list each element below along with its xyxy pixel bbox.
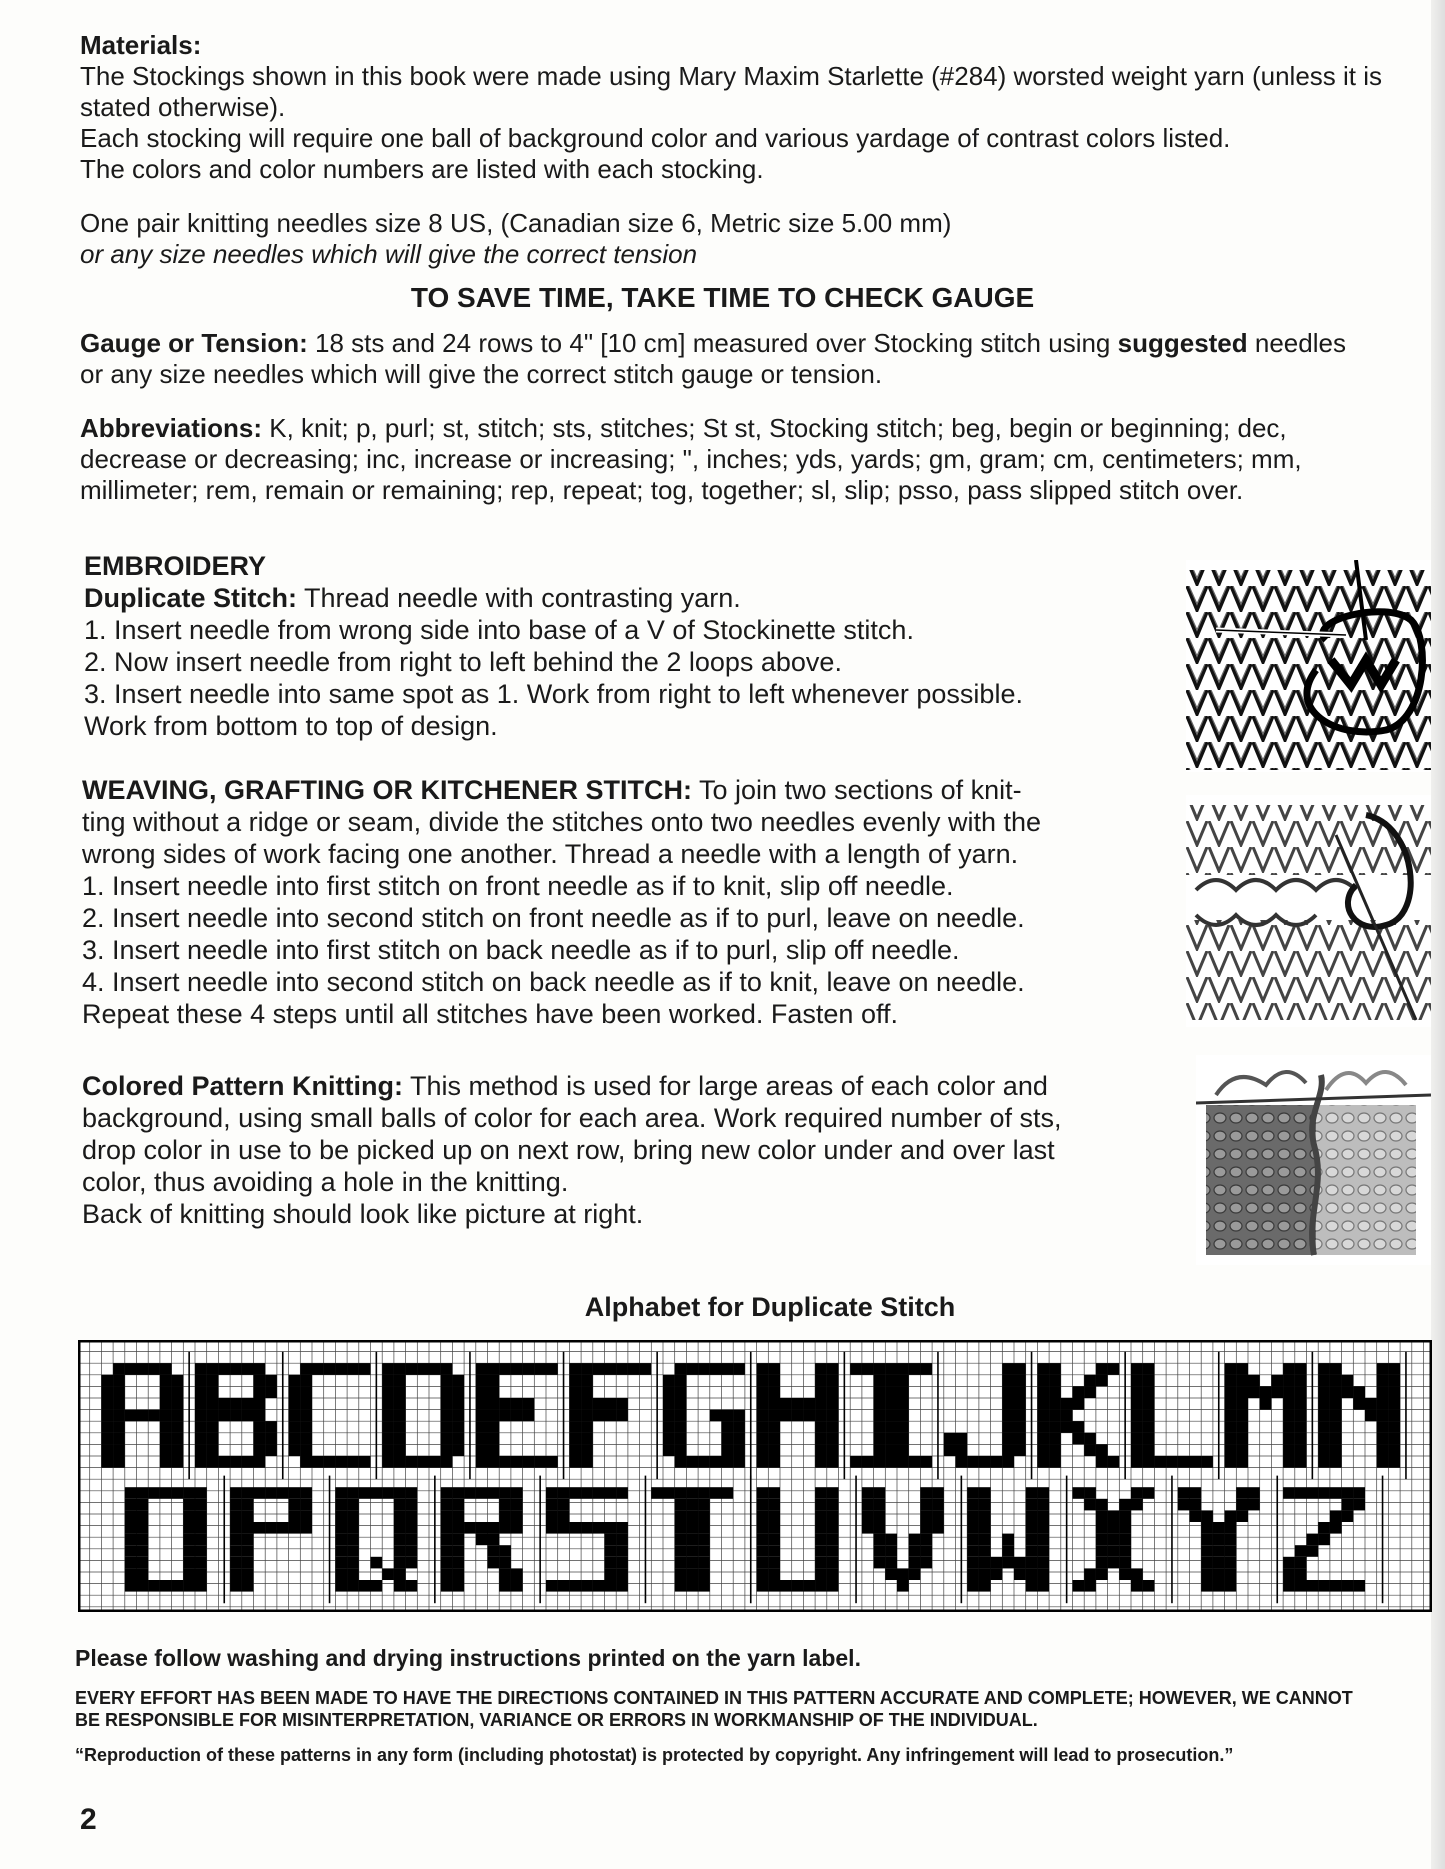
abbreviations-label: Abbreviations:: [80, 413, 263, 443]
weaving-text: To join two sections of knit-: [691, 775, 1022, 805]
alphabet-title: Alphabet for Duplicate Stitch: [584, 1292, 956, 1322]
needles-line-italic: or any size needles which will give the correct tension: [80, 239, 698, 269]
embroidery-heading: EMBROIDERY: [84, 551, 267, 581]
kitchener-stitch-illustration: [1186, 795, 1431, 1027]
weaving-line: wrong sides of work facing one another. Thread a needle with a length of yarn.: [82, 839, 1019, 869]
embroidery-step: 3. Insert needle into same spot as 1. Work from right to left whenever possible.: [84, 679, 1023, 709]
needles-line: One pair knitting needles size 8 US, (Canadian size 6, Metric size 5.00 mm): [80, 208, 952, 238]
colored-knitting-illustration: [1196, 1055, 1431, 1265]
gauge-text-end: needles: [1247, 328, 1346, 358]
materials-line: The Stockings shown in this book were made using Mary Maxim Starlette (#284) worsted weight yarn (unless it is: [80, 61, 1383, 91]
embroidery-section: [84, 550, 1023, 742]
gauge-line: or any size needles which will give the correct stitch gauge or tension.: [80, 359, 883, 389]
colored-line: Back of knitting should look like picture at right.: [82, 1199, 644, 1229]
materials-section: [80, 30, 1382, 185]
disclaimer-line: EVERY EFFORT HAS BEEN MADE TO HAVE THE DIRECTIONS CONTAINED IN THIS PATTERN ACCURATE AND COMPLETE; HOWEVER, WE CANNOT: [75, 1688, 1353, 1708]
disclaimer-line: BE RESPONSIBLE FOR MISINTERPRETATION, VARIANCE OR ERRORS IN WORKMANSHIP OF THE INDIVIDUAL.: [75, 1710, 1038, 1730]
weaving-line: 1. Insert needle into first stitch on front needle as if to knit, slip off needle.: [82, 871, 954, 901]
gauge-label: Gauge or Tension:: [80, 328, 308, 358]
duplicate-stitch-illustration: [1186, 560, 1431, 772]
abbreviations-section: [80, 413, 1302, 506]
gauge-section: [80, 328, 1346, 390]
materials-line: The colors and color numbers are listed with each stocking.: [80, 154, 764, 184]
weaving-line: 2. Insert needle into second stitch on front needle as if to purl, leave on needle.: [82, 903, 1025, 933]
materials-line: stated otherwise).: [80, 92, 286, 122]
alphabet-grid: [78, 1340, 1432, 1612]
weaving-section: [82, 774, 1041, 1030]
embroidery-step: 2. Now insert needle from right to left behind the 2 loops above.: [84, 647, 842, 677]
page-number: 2: [80, 1803, 97, 1836]
materials-heading: Materials:: [80, 30, 202, 60]
materials-line: Each stocking will require one ball of background color and various yardage of contrast colors listed.: [80, 123, 1231, 153]
colored-line: color, thus avoiding a hole in the knitting.: [82, 1167, 569, 1197]
duplicate-stitch-label: Duplicate Stitch:: [84, 583, 298, 613]
needles-section: [80, 208, 951, 270]
colored-line: background, using small balls of color for each area. Work required number of sts,: [82, 1103, 1062, 1133]
abbreviations-line: decrease or decreasing; inc, increase or increasing; ", inches; yds, yards; gm, gram; cm, centimeters; mm,: [80, 444, 1302, 474]
weaving-label: WEAVING, GRAFTING OR KITCHENER STITCH:: [82, 775, 692, 805]
copyright-notice: “Reproduction of these patterns in any form (including photostat) is protected by copyright. Any infringement will lead to prosecution.”: [75, 1745, 1234, 1765]
duplicate-stitch-text: Thread needle with contrasting yarn.: [297, 583, 741, 613]
weaving-line: 3. Insert needle into first stitch on back needle as if to purl, slip off needle.: [82, 935, 960, 965]
colored-line: drop color in use to be picked up on next row, bring new color under and over last: [82, 1135, 1055, 1165]
gauge-emphasis: suggested: [1117, 328, 1248, 358]
colored-section: [82, 1070, 1061, 1230]
page-edge: [1431, 0, 1445, 1869]
gauge-banner: TO SAVE TIME, TAKE TIME TO CHECK GAUGE: [410, 282, 1035, 313]
weaving-line: Repeat these 4 steps until all stitches have been worked. Fasten off.: [82, 999, 898, 1029]
colored-text: This method is used for large areas of each color and: [402, 1071, 1048, 1101]
abbreviations-text: K, knit; p, purl; st, stitch; sts, stitches; St st, Stocking stitch; beg, begin or beginning; dec,: [262, 413, 1287, 443]
gauge-text: 18 sts and 24 rows to 4" [10 cm] measured over Stocking stitch using: [307, 328, 1118, 358]
colored-label: Colored Pattern Knitting:: [82, 1071, 403, 1101]
embroidery-step: Work from bottom to top of design.: [84, 711, 498, 741]
abbreviations-line: millimeter; rem, remain or remaining; rep, repeat; tog, together; sl, slip; psso, pass slipped stitch over.: [80, 475, 1244, 505]
washing-note: Please follow washing and drying instructions printed on the yarn label.: [75, 1645, 861, 1671]
weaving-line: 4. Insert needle into second stitch on back needle as if to knit, leave on needle.: [82, 967, 1025, 997]
weaving-line: ting without a ridge or seam, divide the stitches onto two needles evenly with the: [82, 807, 1042, 837]
embroidery-step: 1. Insert needle from wrong side into base of a V of Stockinette stitch.: [84, 615, 914, 645]
disclaimer: [75, 1687, 1353, 1731]
